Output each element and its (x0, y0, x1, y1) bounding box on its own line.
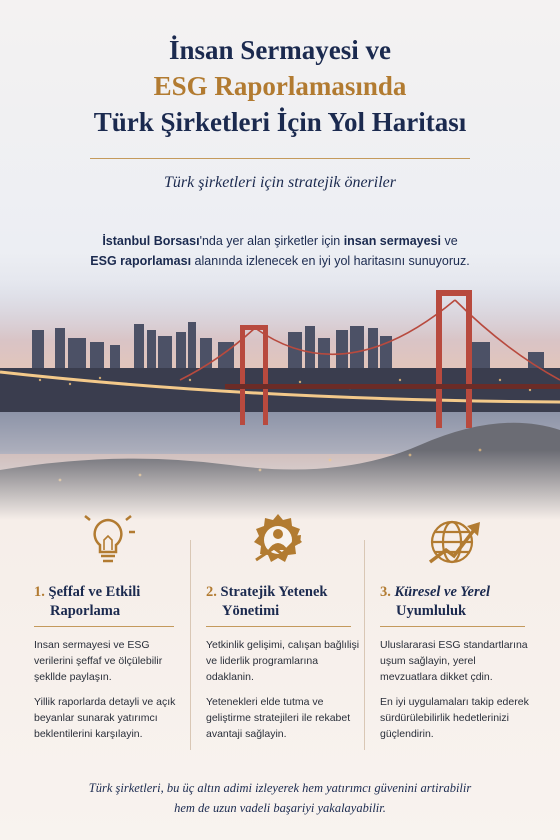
title-block (0, 32, 560, 140)
column-1-title (34, 583, 184, 621)
column-3-number: 3. (380, 584, 391, 600)
column-2-paragraph-2: Yetenekleri elde tutma ve geliştirme stratejileri ile rekabet avantaji sağlayin. (206, 696, 351, 740)
gear-person-icon (248, 510, 308, 570)
intro-bold-3: ESG raporlaması (90, 254, 192, 268)
column-3-text (380, 637, 535, 751)
column-divider-1 (190, 540, 191, 750)
column-2-title-line-1: Stratejik Yetenek (220, 584, 328, 600)
subtitle: Türk şirketleri için stratejik öneriler (164, 174, 396, 191)
footer-line-2: hem de uzun vadeli başariyi yakalayabilir. (174, 801, 386, 815)
title-line-3: Türk Şirketleri İçin Yol Haritası (93, 107, 467, 137)
column-divider-2 (364, 540, 365, 750)
column-1-paragraph-2: Yillik raporlarda detayli ve açık beyanlar sunarak yatırımcı beklentilerini karşılayin. (34, 696, 176, 740)
title-line-1: İnsan Sermayesi ve (169, 35, 391, 65)
column-3-paragraph-2: En iyi uygulamaları takip ederek sürdürülebilirlik hedetlerinizi güçlendirin. (380, 696, 529, 740)
intro-text-1: 'nda yer alan şirketler için (199, 234, 344, 248)
column-1-paragraph-1: Insan sermayesi ve ESG verilerini şeffaf ve ölçülebilir şekllde paylaşın. (34, 639, 163, 683)
intro-bold-2: insan sermayesi (343, 234, 441, 248)
intro-bold-1: İstanbul Borsası (102, 234, 200, 248)
footer-line-1: Türk şirketleri, bu üç altın adimi izleyerek hem yatırımcı güvenini artirabilir (88, 781, 472, 795)
lightbulb-icon (78, 510, 138, 570)
column-2-paragraph-1: Yetkinlik gelişimi, calışan bağlılişi ve liderlik programlarına odaklanin. (206, 639, 360, 683)
footer-text (40, 778, 520, 818)
column-3-divider (380, 626, 525, 627)
column-1-title-line-2: Raporlama (50, 603, 121, 619)
istanbul-bridge-illustration (0, 280, 560, 520)
column-3-title-line-2: Uyumluluk (396, 603, 467, 619)
column-2-title (206, 583, 366, 621)
intro-text-2: ve (440, 234, 458, 248)
column-1-title-line-1: Şeffaf ve Etkili (48, 584, 141, 600)
globe-arrow-icon (424, 510, 484, 570)
column-2-title-line-2: Yönetimi (222, 603, 280, 619)
column-2-divider (206, 626, 351, 627)
title-divider (90, 158, 470, 159)
title-line-2: ESG Raporlamasında (153, 71, 407, 101)
column-1-number: 1. (34, 584, 45, 600)
column-3-paragraph-1: Uluslararasi ESG standartlarına uşum sağlayin, yerel mevzuatlara dikket çdin. (380, 639, 528, 683)
column-3-title (380, 583, 540, 621)
column-2-text (206, 637, 361, 751)
intro-text (60, 231, 500, 271)
column-1-text (34, 637, 184, 751)
column-3-title-line-1: Küresel ve Yerel (394, 584, 491, 600)
intro-text-3: alanında izlenecek en iyi yol haritasını sunuyoruz. (191, 254, 470, 268)
column-2-number: 2. (206, 584, 217, 600)
column-1-divider (34, 626, 174, 627)
